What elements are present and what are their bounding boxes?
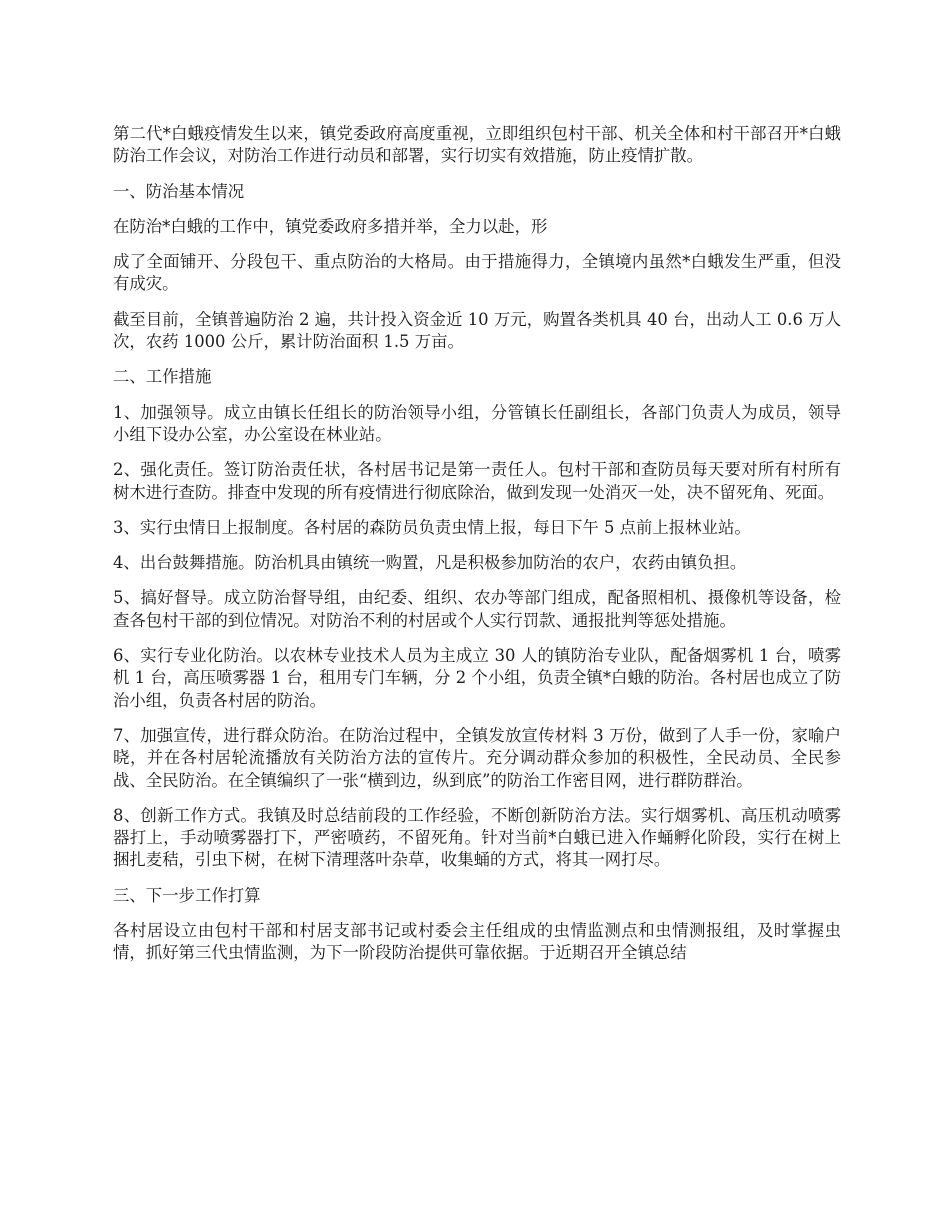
section-heading-3: 三、下一步工作打算 — [113, 885, 261, 905]
document-body — [113, 123, 841, 978]
measure-item-2: 2、强化责任。签订防治责任状，各村居书记是第一责任人。包村干部和查防员每天要对所有村所有树木进行查防。排查中发现的所有疫情进行彻底除治，做到发现一处消灭一处，决不留死角、死面。 — [113, 460, 841, 502]
basic-situation-paragraph-1: 在防治*白蛾的工作中，镇党委政府多措并举，全力以赴，形 — [113, 216, 548, 236]
section-heading-2: 二、工作措施 — [113, 367, 212, 387]
measure-item-6: 6、实行专业化防治。以农林专业技术人员为主成立 30 人的镇防治专业队，配备烟雾机 1 台，喷雾机 1 台，高压喷雾器 1 台，租用专门车辆，分 2 个小组，负责全镇*白蛾的防治。各村居也成立了防治小组，负责各村居的防治。 — [113, 646, 841, 710]
measure-item-8: 8、创新工作方式。我镇及时总结前段的工作经验，不断创新防治方法。实行烟雾机、高压机动喷雾器打上，手动喷雾器打下，严密喷药，不留死角。针对当前*白蛾已进入作蛹孵化阶段，实行在树上捆扎麦秸，引虫下树，在树下清理落叶杂草，收集蛹的方式，将其一网打尽。 — [113, 805, 841, 870]
next-steps-paragraph: 各村居设立由包村干部和村居支部书记或村委会主任组成的虫情监测点和虫情测报组，及时掌握虫情，抓好第三代虫情监测，为下一阶段防治提供可靠依据。于近期召开全镇总结 — [113, 921, 841, 963]
measure-item-4: 4、出台鼓舞措施。防治机具由镇统一购置，凡是积极参加防治的农户，农药由镇负担。 — [113, 553, 747, 573]
section-heading-1: 一、防治基本情况 — [113, 181, 245, 201]
statistics-paragraph: 截至目前，全镇普遍防治 2 遍，共计投入资金近 10 万元，购置各类机具 40 台，出动人工 0.6 万人次，农药 1000 公斤，累计防治面积 1.5 万亩。 — [113, 309, 841, 352]
intro-paragraph: 第二代*白蛾疫情发生以来，镇党委政府高度重视，立即组织包村干部、机关全体和村干部召开*白蛾防治工作会议，对防治工作进行动员和部署，实行切实有效措施，防止疫情扩散。 — [113, 124, 841, 166]
measure-item-7: 7、加强宣传，进行群众防治。在防治过程中，全镇发放宣传材料 3 万份，做到了人手一份，家喻户晓，并在各村居轮流播放有关防治方法的宣传片。充分调动群众参加的积极性，全民动员、全民参战、全民防治。在全镇编织了一张“横到边，纵到底”的防治工作密目网，进行群防群治。 — [113, 725, 841, 790]
measure-item-1: 1、加强领导。成立由镇长任组长的防治领导小组，分管镇长任副组长，各部门负责人为成员，领导小组下设办公室，办公室设在林业站。 — [113, 402, 841, 444]
basic-situation-paragraph-2: 成了全面铺开、分段包干、重点防治的大格局。由于措施得力，全镇境内虽然*白蛾发生严重，但没有成灾。 — [113, 252, 841, 294]
measure-item-3: 3、实行虫情日上报制度。各村居的森防员负责虫情上报，每日下午 5 点前上报林业站。 — [113, 517, 751, 537]
measure-item-5: 5、搞好督导。成立防治督导组，由纪委、组织、农办等部门组成，配备照相机、摄像机等设备，检查各包村干部的到位情况。对防治不利的村居或个人实行罚款、通报批判等惩处措施。 — [113, 588, 841, 630]
